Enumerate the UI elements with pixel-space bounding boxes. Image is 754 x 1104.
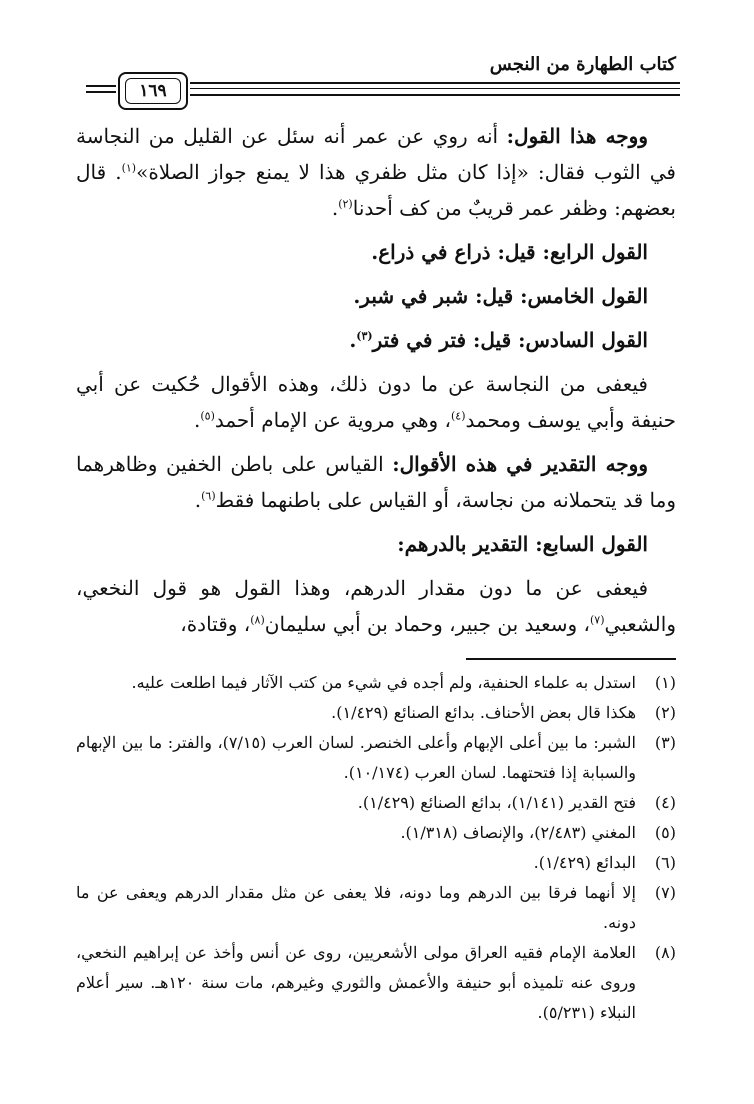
footnote-text: البدائع (١/٤٢٩).	[533, 853, 636, 872]
page-number: ١٦٩	[125, 78, 181, 104]
footnote-number: (٢)	[654, 703, 676, 722]
footnote-item	[76, 668, 676, 698]
footnote-ref: (٨)	[250, 613, 265, 627]
footnote-ref: (٧)	[589, 613, 605, 627]
paragraph-3	[76, 278, 676, 314]
paragraph-text: فيعفى من النجاسة عن ما دون ذلك، وهذه الأقوال حُكيت عن أبي حنيفة وأبي يوسف ومحمد	[76, 372, 676, 432]
footnote-ref: (٣)	[356, 329, 373, 343]
paragraph-text: أنه روي عن عمر أنه سئل عن القليل من النجاسة في الثوب فقال: «إذا كان مثل ظفري هذا لا يمنع جواز الصلاة»	[76, 124, 676, 184]
footnote-text: هكذا قال بعض الأحناف. بدائع الصنائع (١/٤٢٩).	[331, 703, 636, 722]
footnote-number: (٤)	[654, 793, 676, 812]
footnote-item	[76, 848, 676, 878]
header-rule-left	[86, 91, 116, 93]
paragraph-text: ، وقتادة،	[180, 612, 251, 636]
paragraph-8	[76, 570, 676, 642]
paragraph-text: ، وهي مروية عن الإمام أحمد	[214, 408, 451, 432]
footnote-number: (٨)	[654, 943, 676, 962]
header-rule	[190, 88, 680, 89]
footnote-ref: (٢)	[338, 197, 353, 211]
page-number-box	[118, 72, 188, 110]
footnote-number: (١)	[654, 673, 676, 692]
footnote-item	[76, 728, 676, 788]
footnote-number: (٦)	[654, 853, 676, 872]
paragraph-lead: ووجه التقدير في هذه الأقوال:	[392, 452, 648, 476]
footnote-ref: (٥)	[200, 409, 215, 423]
paragraph-7	[76, 526, 676, 562]
footnote-number: (٣)	[654, 733, 676, 752]
footnote-item	[76, 698, 676, 728]
paragraph-text: . قال بعضهم: وظفر عمر قريبٌ من كف أحدنا	[76, 160, 676, 220]
paragraph-text: ، وسعيد بن جبير، وحماد بن أبي سليمان	[264, 612, 590, 636]
footnote-text: المغني (٢/٤٨٣)، والإنصاف (١/٣١٨).	[400, 823, 636, 842]
footnote-item	[76, 788, 676, 818]
header-rule	[190, 94, 680, 96]
paragraph-text: .	[194, 408, 201, 432]
footnote-number: (٥)	[654, 823, 676, 842]
paragraph-2	[76, 234, 676, 270]
paragraph-4	[76, 322, 676, 358]
footnote-text: فتح القدير (١/١٤١)، بدائع الصنائع (١/٤٢٩).	[357, 793, 636, 812]
footnote-ref: (٦)	[201, 489, 216, 503]
paragraph-6	[76, 446, 676, 518]
footnote-text: العلامة الإمام فقيه العراق مولى الأشعريين، روى عن أنس وأخذ عن إبراهيم النخعي، وروى عنه تلميذه أبو حنيفة والأعمش والثوري وغيرهم، مات سنة ١٢٠هـ. سير أعلام النبلاء (٥/٢٣١).	[76, 943, 636, 1022]
header-rule	[190, 82, 680, 84]
paragraph-1	[76, 118, 676, 226]
footnote-item	[76, 818, 676, 848]
header-rule-left	[86, 85, 116, 87]
paragraph-text: القول السابع: التقدير بالدرهم:	[397, 532, 648, 556]
running-header-title: كتاب الطهارة من النجس	[489, 54, 676, 75]
footnote-text: إلا أنهما فرقا بين الدرهم وما دونه، فلا يعفى عن مثل مقدار الدرهم ويعفى عن ما دونه.	[76, 883, 636, 932]
footnote-ref: (٤)	[450, 409, 466, 423]
footnotes	[76, 668, 676, 1028]
paragraph-text: .	[194, 488, 202, 512]
footnote-text: الشبر: ما بين أعلى الإبهام وأعلى الخنصر. لسان العرب (٧/١٥)، والفتر: ما بين الإبهام والسبابة إذا فتحتهما. لسان العرب (١٠/١٧٤).	[76, 733, 636, 782]
paragraph-text: القول السادس: قيل: فتر في فتر	[372, 328, 648, 352]
paragraph-text: فيعفى عن ما دون مقدار الدرهم، وهذا القول هو قول النخعي، والشعبي	[76, 576, 676, 636]
paragraph-lead: ووجه هذا القول:	[506, 124, 648, 148]
paragraph-text: القول الرابع: قيل: ذراع في ذراع.	[371, 240, 648, 264]
footnote-number: (٧)	[654, 883, 676, 902]
paragraph-text: القياس على باطن الخفين وظاهرهما وما قد يتحملانه من نجاسة، أو القياس على باطنهما فقط	[76, 452, 676, 512]
paragraph-text: .	[349, 328, 357, 352]
paragraph-text: .	[331, 196, 339, 220]
footnote-ref: (١)	[121, 161, 137, 175]
main-text	[76, 118, 676, 642]
footnote-text: استدل به علماء الحنفية، ولم أجده في شيء من كتب الآثار فيما اطلعت عليه.	[131, 673, 636, 692]
footnote-separator	[466, 658, 676, 660]
paragraph-text: القول الخامس: قيل: شبر في شبر.	[353, 284, 648, 308]
footnote-item	[76, 878, 676, 938]
paragraph-5	[76, 366, 676, 438]
footnote-item	[76, 938, 676, 1028]
